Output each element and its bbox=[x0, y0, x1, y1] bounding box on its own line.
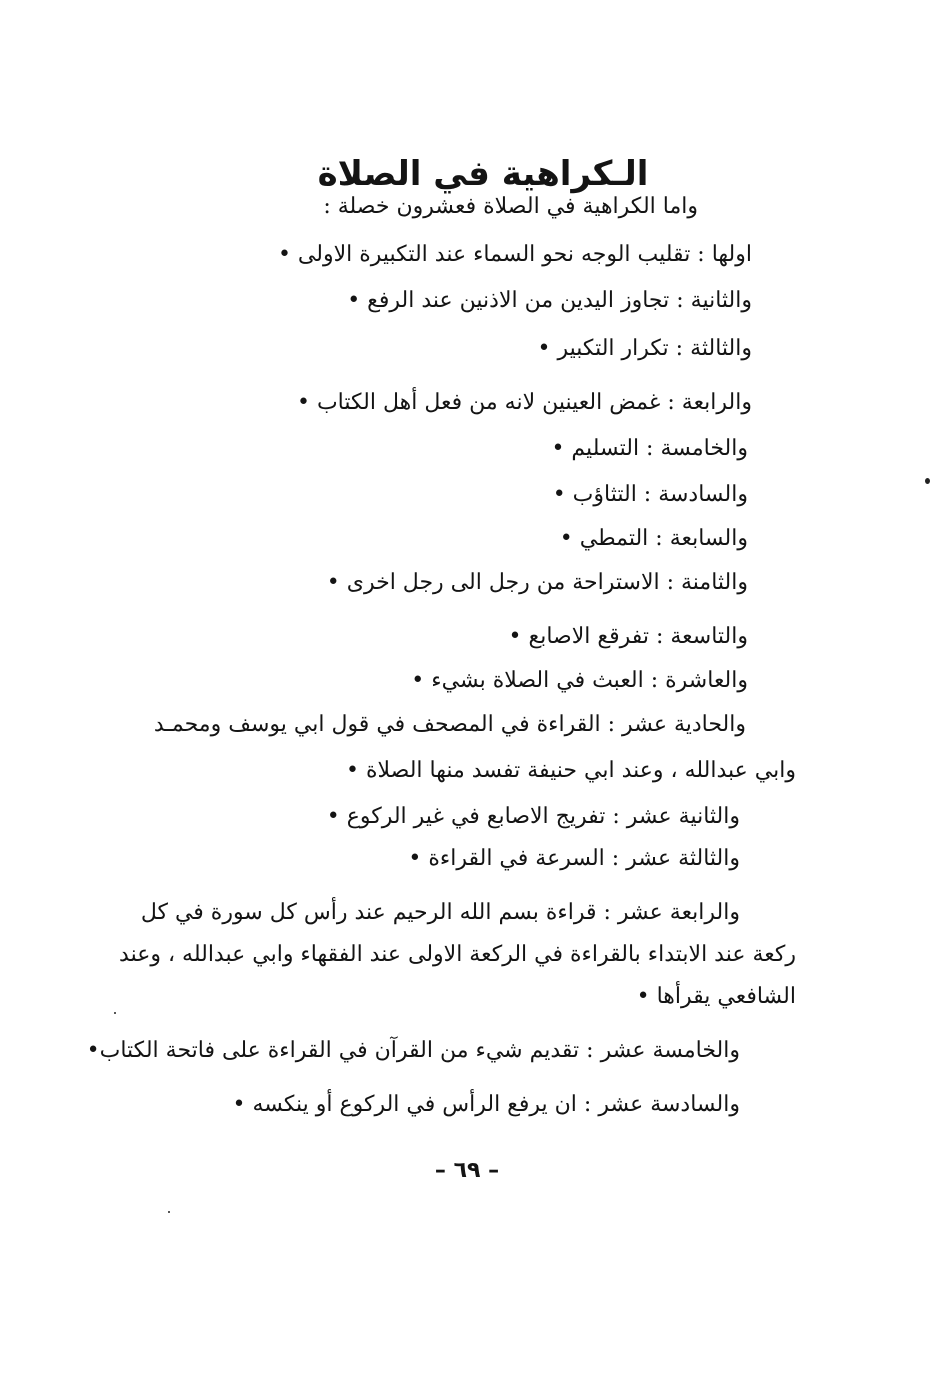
page-title: الـكراهية في الصلاة bbox=[317, 153, 649, 194]
text-line-4: والرابعة : غمض العينين لانه من فعل أهل الكتاب • bbox=[297, 390, 752, 415]
text-line-12: والثانية عشر : تفريج الاصابع في غير الركوع • bbox=[326, 804, 740, 829]
text-line-9: والتاسعة : تفرقع الاصابع • bbox=[508, 624, 748, 649]
text-line-14-cont-1: ركعة عند الابتداء بالقراءة في الركعة الاولى عند الفقهاء وابي عبدالله ، وعند bbox=[119, 942, 796, 967]
page-number: – ٦٩ – bbox=[434, 1158, 500, 1183]
text-line-16: والسادسة عشر : ان يرفع الرأس في الركوع أو ينكسه • bbox=[232, 1092, 740, 1117]
text-line-2: والثانية : تجاوز اليدين من الاذنين عند الرفع • bbox=[347, 288, 752, 313]
text-line-11-cont: وابي عبدالله ، وعند ابي حنيفة تفسد منها الصلاة • bbox=[346, 758, 796, 783]
scan-speck bbox=[168, 1211, 170, 1213]
text-line-intro: واما الكراهية في الصلاة فعشرون خصلة : bbox=[323, 194, 698, 219]
scan-speck bbox=[925, 478, 930, 484]
text-line-8: والثامنة : الاستراحة من رجل الى رجل اخرى • bbox=[326, 570, 748, 595]
scan-speck bbox=[114, 1012, 116, 1014]
text-line-5: والخامسة : التسليم • bbox=[551, 436, 748, 461]
text-line-10: والعاشرة : العبث في الصلاة بشيء • bbox=[411, 668, 748, 693]
text-line-14: والرابعة عشر : قراءة بسم الله الرحيم عند رأس كل سورة في كل bbox=[140, 900, 740, 925]
text-line-7: والسابعة : التمطي • bbox=[559, 526, 748, 551]
text-line-14-cont-2: الشافعي يقرأها • bbox=[636, 984, 796, 1009]
text-line-11: والحادية عشر : القراءة في المصحف في قول ابي يوسف ومحمـد bbox=[153, 712, 746, 737]
text-line-13: والثالثة عشر : السرعة في القراءة • bbox=[408, 846, 740, 871]
text-line-15: والخامسة عشر : تقديم شيء من القرآن في القراءة على فاتحة الكتاب• bbox=[86, 1038, 740, 1063]
text-line-1: اولها : تقليب الوجه نحو السماء عند التكبيرة الاولى • bbox=[277, 242, 752, 267]
text-line-3: والثالثة : تكرار التكبير • bbox=[537, 336, 752, 361]
text-line-6: والسادسة : التثاؤب • bbox=[552, 482, 748, 507]
